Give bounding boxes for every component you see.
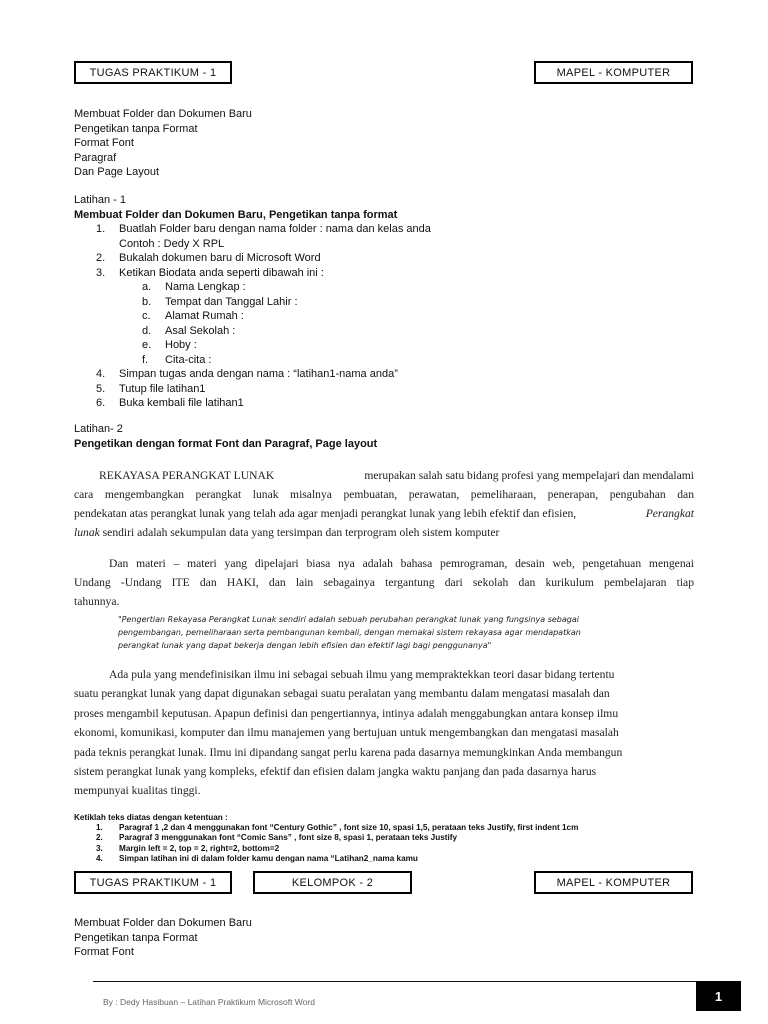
paragraph-1-line: merupakan salah satu bidang profesi yang mempelajari dan mendalami	[364, 469, 694, 482]
paragraph-4-line: proses mengambil keputusan. Apapun definisi dan pengertiannya, intinya adalah menggabungkan antara konsep ilmu	[74, 706, 619, 720]
paragraph-4-line: pada teknis perangkat lunak. Ilmu ini dipandang sangat perlu karena pada dasarnya memungkinkan Anda membangun	[74, 745, 623, 759]
step-text: Buka kembali file latihan1	[119, 397, 244, 409]
latihan1-section	[74, 193, 714, 411]
topic-item: Paragraf	[74, 151, 117, 164]
paragraph-4-line: sistem perangkat lunak yang kompleks, efektif dan efisien dalam jangka waktu panjang dan pada dasarnya harus	[74, 765, 597, 779]
rules-section	[74, 813, 714, 864]
step-text: Contoh : Dedy X RPL	[119, 237, 225, 250]
topic-item: Dan Page Layout	[74, 166, 160, 178]
rule-number: 2.	[96, 833, 103, 843]
step-number: 1.	[96, 223, 106, 235]
rule-text: Paragraf 3 menggunakan font “Comic Sans” , font size 8, spasi 1, perataan teks Justify	[119, 833, 458, 843]
paragraph-1-italic: Perangkat	[645, 507, 694, 520]
paragraph-2	[74, 554, 694, 611]
quote-line: "Pengertian Rekayasa Perangkat Lunak sendiri adalah sebuah perubahan perangkat lunak yang fungsinya sebagai	[118, 615, 579, 624]
sub-text: Tempat dan Tanggal Lahir :	[165, 295, 298, 308]
sub-letter: f.	[142, 353, 149, 366]
header-label-kelompok: KELOMPOK - 2	[253, 871, 412, 894]
topic-item: Pengetikan tanpa Format	[74, 122, 198, 135]
paragraph-4-line: Ada pula yang mendefinisikan ilmu ini sebagai sebuah ilmu yang mempraktekkan teori dasar bidang tertentu	[109, 668, 615, 681]
quote-line: perangkat lunak yang dapat bekerja dengan lebih efisien dan efektif lagi bagi penggunanya"	[118, 641, 492, 650]
rule-text: Margin left = 2, top = 2, right=2, bottom=2	[119, 843, 280, 853]
step-number	[96, 237, 119, 252]
rule-number: 1.	[96, 823, 103, 833]
rules-title: Ketiklah teks diatas dengan ketentuan :	[74, 813, 228, 822]
topic-item: Membuat Folder dan Dokumen Baru	[74, 917, 252, 929]
paragraph-4-line: suatu perangkat lunak yang dapat digunakan sebagai suatu peralatan yang membantu dalam mengatasi masalah dan	[74, 687, 610, 701]
paragraph-4-line: ekonomi, komunikasi, komputer dan ilmu manajemen yang bertujuan untuk mengembangkan dan mengatasi masalah	[74, 726, 619, 740]
header-label-mapel: MAPEL - KOMPUTER	[534, 61, 693, 84]
quote-line: pengembangan, pemeliharaan serta pembangunan kembali, dengan memakai sistem rekayasa agar mendapatkan	[118, 628, 581, 637]
paragraph-2-line: Dan materi – materi yang dipelajari biasa nya adalah bahasa pemrograman, desain web, pengetahuan mengenai	[109, 557, 694, 570]
page-number: 1	[696, 981, 741, 1011]
sub-text: Alamat Rumah :	[165, 310, 244, 322]
header-label-mapel-2: MAPEL - KOMPUTER	[534, 871, 693, 894]
latihan2-title: Pengetikan dengan format Font dan Paragraf, Page layout	[74, 437, 378, 450]
paragraph-1-lead: REKAYASA PERANGKAT LUNAK	[99, 469, 275, 482]
topic-item: Membuat Folder dan Dokumen Baru	[74, 108, 252, 120]
step-number: 5.	[96, 382, 106, 395]
step-text: Ketikan Biodata anda seperti dibawah ini :	[119, 266, 324, 279]
step-text: Bukalah dokumen baru di Microsoft Word	[119, 252, 321, 264]
sub-letter: a.	[142, 281, 152, 293]
paragraph-4	[74, 665, 674, 801]
step-number: 2.	[96, 252, 106, 264]
topic-item: Format Font	[74, 946, 134, 958]
latihan1-title: Membuat Folder dan Dokumen Baru, Pengetikan tanpa format	[74, 208, 398, 221]
latihan2-label: Latihan- 2	[74, 423, 123, 435]
step-text: Tutup file latihan1	[119, 382, 206, 395]
paragraph-2-line: tahunnya.	[74, 595, 120, 608]
paragraph-1-line: pendekatan atas perangkat lunak yang telah ada agar menjadi perangkat lunak yang lebih efektif dan efisien,	[74, 507, 577, 520]
footer-divider	[93, 981, 741, 982]
step-number: 3.	[96, 266, 106, 279]
step-number: 4.	[96, 368, 106, 380]
step-number: 6.	[96, 397, 106, 409]
rule-number: 3.	[96, 843, 103, 853]
paragraph-3-quote	[118, 613, 658, 652]
latihan1-label: Latihan - 1	[74, 194, 126, 206]
sub-text: Hoby :	[165, 339, 197, 351]
topics-list-1	[74, 107, 252, 180]
header-label-tugas-2: TUGAS PRAKTIKUM - 1	[74, 871, 232, 894]
paragraph-1-line: cara mengembangkan perangkat lunak misalnya pembuatan, perawatan, pemeliharaan, penerapan, pengubahan dan	[74, 488, 694, 501]
paragraph-1	[74, 466, 694, 542]
sub-letter: e.	[142, 339, 152, 351]
rule-text: Simpan latihan ini di dalam folder kamu dengan nama “Latihan2_nama kamu	[119, 853, 418, 863]
step-text: Simpan tugas anda dengan nama : “latihan1-nama anda”	[119, 368, 398, 380]
topic-item: Format Font	[74, 137, 134, 149]
sub-text: Asal Sekolah :	[165, 324, 236, 337]
paragraph-2-line: Undang -Undang ITE dan HAKI, dan lain sebagainya tergantung dari sekolah dan kurikulum pembelajaran tiap	[74, 576, 694, 589]
latihan2-heading	[74, 422, 377, 451]
sub-letter: d.	[142, 324, 152, 337]
header-label-tugas: TUGAS PRAKTIKUM - 1	[74, 61, 232, 84]
footer-credit: By : Dedy Hasibuan – Latihan Praktikum Microsoft Word	[103, 997, 315, 1007]
sub-text: Nama Lengkap :	[165, 281, 246, 293]
sub-letter: b.	[142, 295, 152, 308]
paragraph-1-line: sendiri adalah sekumpulan data yang tersimpan dan terprogram oleh sistem komputer	[102, 526, 500, 539]
rule-number: 4.	[96, 853, 103, 863]
sub-text: Cita-cita :	[165, 353, 212, 366]
paragraph-1-italic: lunak	[74, 526, 100, 539]
paragraph-4-line: mempunyai kualitas tinggi.	[74, 784, 201, 798]
sub-letter: c.	[142, 310, 151, 322]
topics-list-2	[74, 916, 252, 960]
topic-item: Pengetikan tanpa Format	[74, 931, 198, 944]
step-text: Buatlah Folder baru dengan nama folder : nama dan kelas anda	[119, 223, 431, 235]
rule-text: Paragraf 1 ,2 dan 4 menggunakan font “Century Gothic” , font size 10, spasi 1,5, perataan teks Justify, first indent 1cm	[119, 823, 579, 833]
